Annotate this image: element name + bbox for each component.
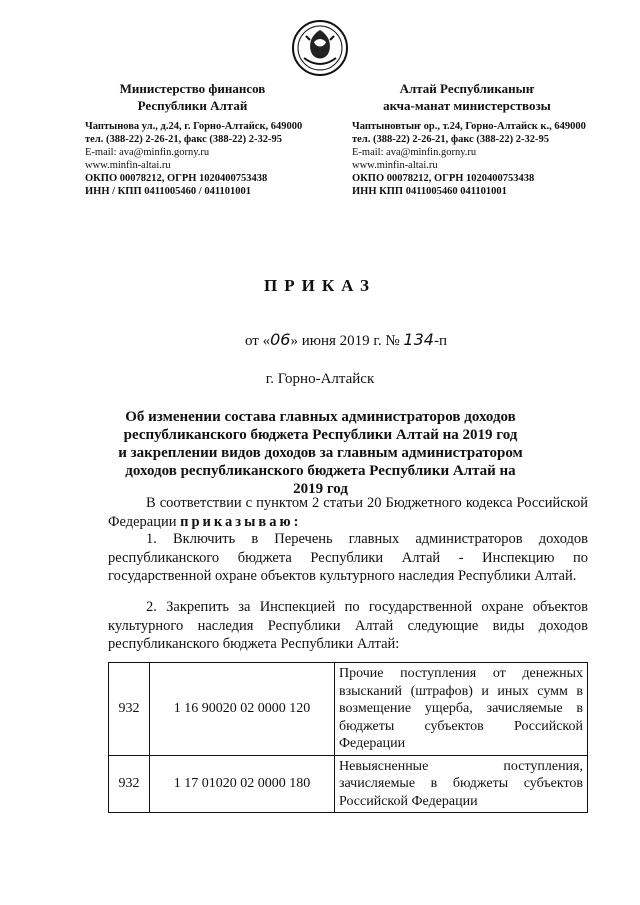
email-alt: E-mail: ava@minfin.gorny.ru (352, 147, 477, 158)
document-type-title: ПРИКАЗ (264, 276, 376, 295)
ministry-name-ru-line2: Республики Алтай (137, 98, 248, 113)
address-alt: Чаптыновтыҥ ор., т.24, Горно-Алтайск к., 649000 (352, 121, 586, 132)
ministry-name-alt-line2: акча-манат министерствозы (383, 98, 551, 113)
order-date-number (245, 330, 447, 350)
admin-code-cell: 932 (109, 663, 150, 756)
okpo-ru: ОКПО 00078212, ОГРН 1020400753438 (85, 173, 268, 184)
preamble-text: В соответствии с пунктом 2 статьи 20 Бюджетного кодекса Российской Федерации (108, 495, 588, 530)
inn-ru: ИНН / КПП 0411005460 / 041101001 (85, 186, 252, 197)
order-date-mid: » июня 2019 г. № (290, 333, 400, 349)
website-ru: www.minfin-altai.ru (85, 160, 171, 171)
order-number-suffix: -п (433, 333, 447, 349)
kbk-code-cell: 1 17 01020 02 0000 180 (150, 755, 335, 813)
letterhead-left (85, 80, 303, 198)
letterhead-right (352, 80, 586, 198)
city-line: г. Горно-Алтайск (265, 371, 375, 387)
ministry-name-ru-line1: Министерство финансов (119, 81, 266, 96)
revenue-codes-table (108, 662, 588, 813)
revenue-name-cell: Невыясненные поступления, зачисляемые в бюджеты субъектов Российской Федерации (335, 755, 588, 813)
inn-alt: ИНН КПП 0411005460 041101001 (352, 186, 507, 197)
paragraph-item-2 (108, 598, 588, 654)
paragraph-item-1 (108, 530, 588, 586)
phone-ru: тел. (388-22) 2-26-21, факс (388-22) 2-32-95 (85, 134, 283, 145)
phone-alt: тел. (388-22) 2-26-21, факс (388-22) 2-32-95 (352, 134, 550, 145)
okpo-alt: ОКПО 00078212, ОГРН 1020400753438 (352, 173, 535, 184)
item-1-text: 1. Включить в Перечень главных администраторов доходов республиканского бюджета Республики Алтай - Инспекцию по государственной охране объектов культурного наследия Республики Алтай. (108, 531, 588, 584)
item-2-text: 2. Закрепить за Инспекцией по государственной охране объектов культурного наследия Республики Алтай следующие виды доходов республиканского бюджета Республики Алтай: (108, 599, 588, 652)
ministry-name-alt-line1: Алтай Республиканыҥ (399, 81, 535, 96)
preamble-order-word: приказываю: (180, 513, 302, 530)
order-day-handwritten: 06 (270, 330, 291, 349)
table-row (109, 755, 588, 813)
order-number-handwritten: 134 (403, 330, 434, 349)
admin-code-cell: 932 (109, 755, 150, 813)
kbk-code-cell: 1 16 90020 02 0000 120 (150, 663, 335, 756)
paragraph-preamble (108, 494, 588, 531)
table-row (109, 663, 588, 756)
address-ru: Чаптынова ул., д.24, г. Горно-Алтайск, 649000 (85, 121, 303, 132)
website-alt: www.minfin-altai.ru (352, 160, 438, 171)
email-ru: E-mail: ava@minfin.gorny.ru (85, 147, 210, 158)
coat-of-arms-icon (290, 18, 350, 78)
order-subject: Об изменении состава главных администраторов доходов республиканского бюджета Республики Алтай на 2019 год и закреплении видов доходов за главным администратором доходов республиканского бюджета Республики Алтай на 2019 год (118, 409, 523, 497)
order-date-prefix: от « (245, 333, 271, 349)
revenue-name-cell: Прочие поступления от денежных взысканий (штрафов) и иных сумм в возмещение ущерба, зачисляемые в бюджеты субъектов Российской Федерации (335, 663, 588, 756)
